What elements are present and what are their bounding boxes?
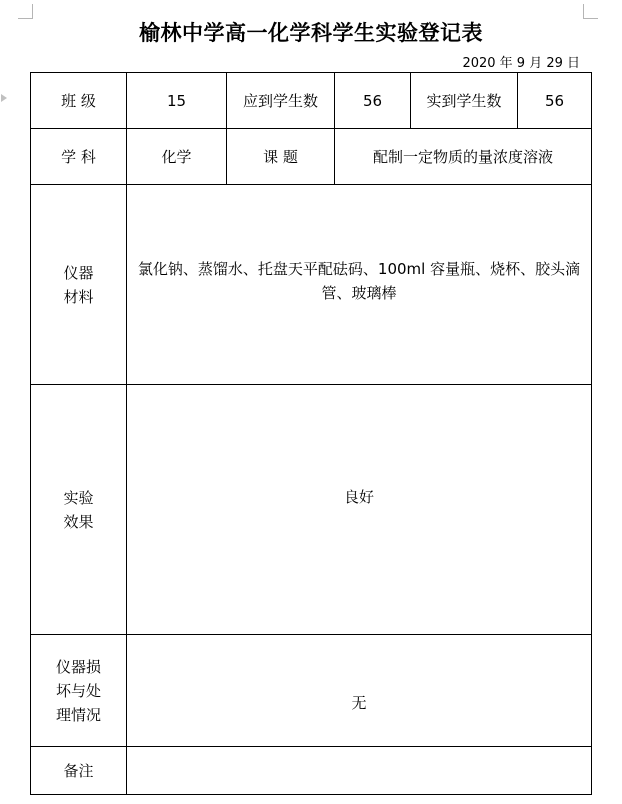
table-row-damage (31, 635, 592, 747)
equipment-label-line2: 材料 (63, 287, 94, 306)
equipment-value: 氯化钠、蒸馏水、托盘天平配砝码、100ml 容量瓶、烧杯、胶头滴管、玻璃棒 (127, 185, 592, 385)
class-value: 15 (127, 73, 227, 129)
experiment-record-table (30, 72, 592, 795)
subject-label: 学 科 (31, 129, 127, 185)
record-date: 2020 年 9 月 29 日 (462, 56, 580, 71)
effect-label-line2: 效果 (63, 512, 94, 531)
remarks-label: 备注 (31, 747, 127, 795)
remarks-value (127, 747, 592, 795)
equipment-label-line1: 仪器 (63, 263, 94, 282)
damage-label-line3: 理情况 (55, 705, 101, 724)
subject-value: 化学 (127, 129, 227, 185)
topic-label: 课 题 (227, 129, 335, 185)
damage-label (31, 635, 127, 747)
table-row-effect (31, 385, 592, 635)
document-title: 榆林中学高一化学科学生实验登记表 (139, 21, 483, 45)
expected-students-value: 56 (335, 73, 411, 129)
margin-marker-icon (1, 94, 7, 102)
topic-value: 配制一定物质的量浓度溶液 (335, 129, 592, 185)
table-row-equipment (31, 185, 592, 385)
actual-students-value: 56 (518, 73, 592, 129)
damage-label-line2: 坏与处 (55, 681, 101, 700)
damage-value: 无 (127, 635, 592, 747)
table-row-subject (31, 129, 592, 185)
table-row-class-info (31, 73, 592, 129)
class-label: 班 级 (31, 73, 127, 129)
effect-value: 良好 (127, 385, 592, 635)
effect-label-line1: 实验 (63, 488, 94, 507)
table-row-remarks (31, 747, 592, 795)
expected-students-label: 应到学生数 (227, 73, 335, 129)
actual-students-label: 实到学生数 (411, 73, 518, 129)
damage-label-line1: 仪器损 (55, 657, 101, 676)
equipment-label (31, 185, 127, 385)
effect-label (31, 385, 127, 635)
